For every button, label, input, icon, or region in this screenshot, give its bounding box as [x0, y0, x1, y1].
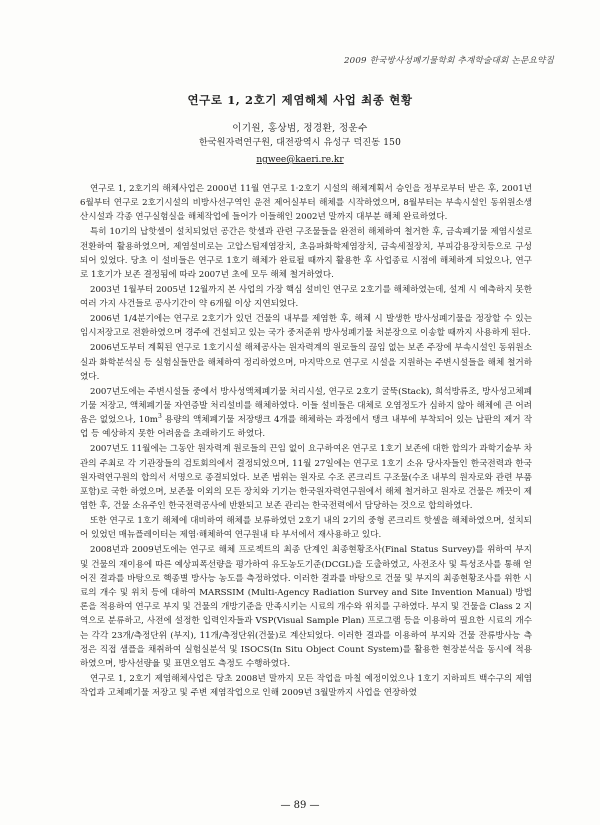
paper-body [80, 182, 532, 701]
paragraph-7: 2007년도 11월에는 그동안 원자력계 원로들의 끈임 없이 요구하여온 연구로 1호기 보존에 대한 합의가 과학기술부 차관의 주최로 각 기관장들의 검토회의에서 결정되었으며, 11월 27일에는 연구로 1호기 소유 당사자들인 한국전력과 한국원자력연구원의 합의서 서명으로 종결되었다. 보존 범위는 원자로 수조 콘크리트 구조물(수조 내부의 원자로와 관련 부품 포함)로 국한 하였으며, 보존물 이외의 모든 장치와 기기는 한국원자력연구원에서 해체 철거하고 원자로 건물은 깨끗이 제염한 후, 건물 소유주인 한국전력공사에 반환되고 보존 관리는 한국전력에서 담당하는 것으로 합의하였다. [80, 444, 532, 512]
paragraph-6-part-b: 용량의 액체폐기물 저장탱크 4개를 해체하는 과정에서 탱크 내부에 부착되어 있는 납판의 제거 작업 등 예상하지 못한 어려움을 초래하기도 하였다. [80, 415, 532, 440]
authors: 이기원, 홍상범, 정경환, 정운수 [232, 123, 368, 134]
paper-title: 연구로 1, 2호기 제염해체 사업 최종 현황 [187, 93, 413, 107]
conference-header: 2009 한국방사성폐기물학회 추계학술대회 논문요약집 [344, 56, 554, 66]
paragraph-1: 연구로 1, 2호기의 해체사업은 2000년 11월 연구로 1·2호기 시설의 해체계획서 승인을 정부로부터 받은 후, 2001년 6월부터 연구로 2호기시설의 비방사선구역인 운전 제어실부터 해체를 시작하였으며, 8월부터는 부속시설인 동위원소생산시설과 각종 연구실험실을 해체작업에 들어가 이들해인 2002년 말까지 대부분 해체 완료하였다. [80, 184, 532, 223]
paragraph-10: 연구로 1, 2호기 제염해체사업은 당초 2008년 말까지 모든 작업을 마칠 예정이었으나 1호기 지하피트 백수구의 제염작업과 고체폐기물 저장고 및 주변 제염작업으로 인해 2009년 3월말까지 사업을 연장하였 [80, 674, 532, 699]
paragraph-3: 2003년 1월부터 2005년 12월까지 본 사업의 가장 핵심 설비인 연구로 2호기를 해체하였는데, 설계 시 예측하지 못한 여러 가지 사건들로 공사기간이 약 6개월 이상 지연되었다. [80, 285, 532, 310]
cubic-superscript: 3 [157, 413, 162, 421]
paragraph-4: 2006년 1/4분기에는 연구로 2호기가 있던 건물의 내부를 제염한 후, 해체 시 발생한 방사성폐기물을 정장할 수 있는 임시저장고로 전환하였으며 경주에 건설되고 있는 국가 중저준위 방사성폐기물 처분장으로 이송할 때까지 사용하게 된다. [80, 314, 532, 339]
email-link[interactable]: ngwee@kaeri.re.kr [256, 155, 344, 165]
paragraph-5: 2006년도부터 계획된 연구로 1호기시설 해체공사는 원자력계의 원로들의 끊임 없는 보존 주장에 부속시설인 동위원소실과 화학분석실 등 실험실들만을 해체하여 정리하였으며, 마지막으로 연구로 시설을 지원하는 주변시설들을 해체 철거하였다. [80, 343, 532, 382]
paragraph-6-part-a: 2007년도에는 주변시설들 중에서 방사성액체폐기물 처리시설, 연구로 2호기 굴뚝(Stack), 희석방류조, 방사성고체폐기물 저장고, 액체폐기물 자연증발 처리설비를 해체하였다. 이들 설비들은 대체로 오염정도가 심하지 않아 해체에 큰 어려움은 없었으나, 10m [80, 386, 532, 426]
paragraph-8: 또한 연구로 1호기 해체에 대비하여 해체를 보류하였던 2호기 내의 2기의 중형 콘크리트 핫셀을 해체하였으며, 설치되어 있었던 매뉴플레이터는 제염·해체하여 연구원내 타 부서에서 재사용하고 있다. [80, 516, 532, 541]
paragraph-2: 특히 10기의 납핫셀이 설치되었던 공간은 핫셀과 관련 구조물들을 완전히 해체하여 철거한 후, 금속폐기물 제염시설로 전환하여 활용하였으며, 제염설비로는 고압스팀제염장치, 초음파화학제염장치, 금속세절장치, 부피감용장치등으로 구성되어 있었다. 당초 이 설비들은 연구로 1호기 해체가 완료될 때까지 활용한 후 사업종료 시점에 해체하게 되었으나, 연구로 1호기가 보존 결정됨에 따라 2007년 초에 모두 해체 철거하였다. [80, 227, 532, 281]
paragraph-9: 2008년과 2009년도에는 연구로 해체 프로젝트의 최종 단계인 최종현황조사(Final Status Survey)를 위하여 부지 및 건물의 재이용에 따른 예상피폭선량을 평가하여 유도농도기준(DCGL)을 도출하였고, 사전조사 및 특성조사를 통해 얻어진 결과를 바탕으로 핵종별 방사능 농도를 측정하였다. 이러한 결과를 바탕으로 건물 및 부지의 최종현황조사를 위한 시료의 개수 및 위치 등에 대하여 MARSSIM (Multi-Agency Radiation Survey and Site Invention Manual) 방법론을 적용하여 연구로 부지 및 건물의 개방기준을 만족시키는 시료의 개수와 위치를 구하였다. 부지 및 건물을 Class 2 지역으로 분류하고, 사전에 설정한 입력인자들과 VSP(Visual Sample Plan) 프로그램 등을 이용하여 필요한 시료의 개수는 각각 23개/측정단위 (부지), 11개/측정단위(건물)로 계산되었다. 이러한 결과를 이용하여 부지와 건물 잔류방사능 측정은 직접 샘플을 채취하여 실험실분석 및 ISOCS(In Situ Object Count System)를 활용한 현장분석을 동시에 적용하였으며, 방사선량율 및 표면오염도 측정도 수행하였다. [80, 545, 532, 670]
paragraph-6 [80, 385, 532, 442]
page-number: — 89 — [280, 800, 320, 811]
affiliation: 한국원자력연구원, 대전광역시 유성구 덕진동 150 [198, 138, 402, 148]
